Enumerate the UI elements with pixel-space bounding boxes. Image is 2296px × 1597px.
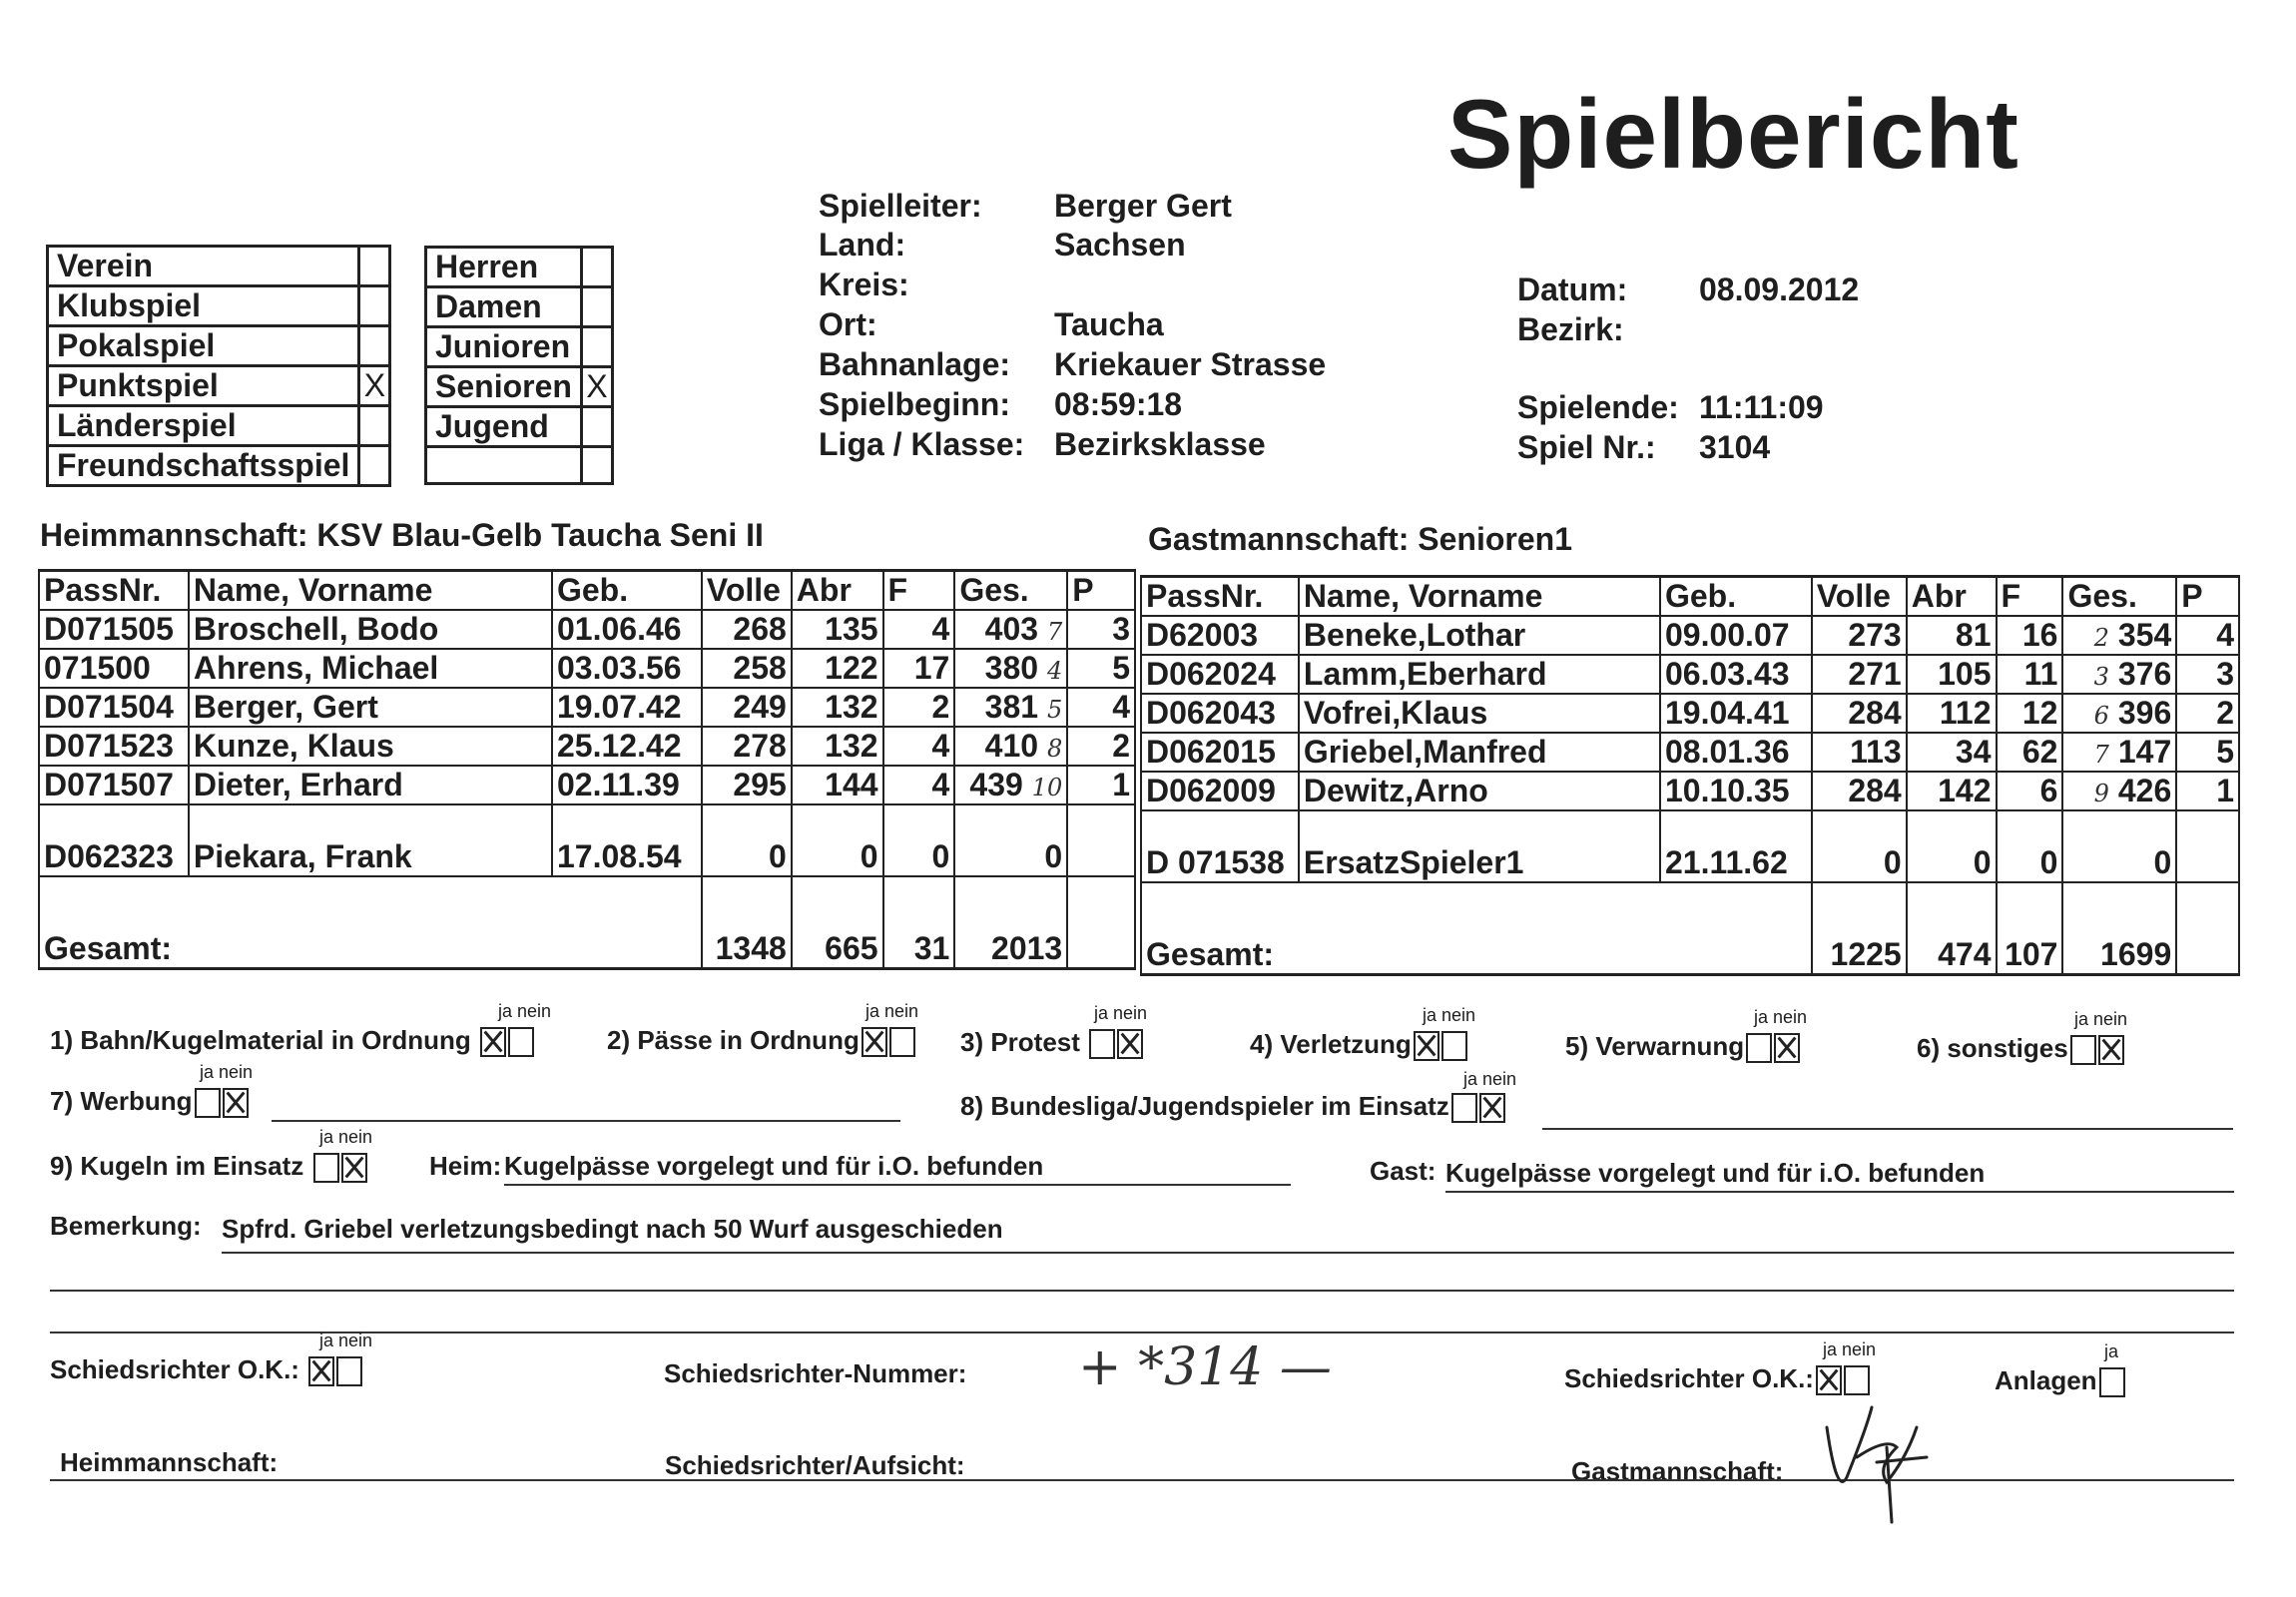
table-row [1141, 694, 2239, 733]
pass-number: D062043 [1141, 694, 1299, 733]
points: 5 [2176, 733, 2239, 772]
points: 3 [2176, 655, 2239, 694]
abr-score: 112 [1907, 694, 1997, 733]
fehler-count: 11 [1997, 655, 2063, 694]
pass-number: D 071538 [1141, 810, 1299, 882]
points [1067, 804, 1135, 876]
birth-date: 21.11.62 [1660, 810, 1812, 882]
category-label: Jugend [426, 407, 582, 447]
guest-team-label: Gastmannschaft: Senioren1 [1148, 521, 1572, 557]
q7-nein-checkbox[interactable] [223, 1088, 249, 1118]
total-abr: 474 [1907, 882, 1997, 975]
schiri-ok2-ja-nein-label: ja nein [1823, 1339, 1877, 1359]
total-score-value: 147 [2117, 734, 2172, 770]
match-type-label: Pokalspiel [48, 326, 359, 366]
birth-date: 19.04.41 [1660, 694, 1812, 733]
volle-score: 284 [1812, 772, 1907, 810]
birth-date: 25.12.42 [552, 727, 702, 766]
schiri-ok2-label: Schiedsrichter O.K.: [1564, 1363, 1870, 1395]
schiri-sign-label: Schiedsrichter/Aufsicht: [665, 1450, 965, 1480]
volle-score: 0 [702, 804, 792, 876]
spielende-value: 11:11:09 [1699, 389, 1824, 425]
volle-score: 113 [1812, 733, 1907, 772]
abr-score: 142 [1907, 772, 1997, 810]
q1-nein-checkbox[interactable] [508, 1027, 534, 1057]
pass-number: D071505 [39, 610, 189, 649]
total-label: Gesamt: [39, 876, 702, 969]
q8-ja-checkbox[interactable] [1451, 1093, 1477, 1123]
volle-score: 273 [1812, 616, 1907, 655]
q2-ja-nein-label: ja nein [865, 1001, 919, 1021]
handwritten-rank: 3 [2093, 663, 2109, 691]
points: 4 [2176, 616, 2239, 655]
points [2176, 810, 2239, 882]
volle-score: 295 [702, 766, 792, 804]
schiri-ok-label: Schiedsrichter O.K.: [50, 1354, 362, 1386]
q5-ja-nein-label: ja nein [1754, 1007, 1808, 1027]
q6-nein-checkbox[interactable] [2098, 1035, 2124, 1065]
liga-value: Bezirksklasse [1054, 426, 1266, 462]
total-volle: 1348 [702, 876, 792, 969]
spielende-label: Spielende: [1517, 389, 1679, 425]
player-name: Griebel,Manfred [1299, 733, 1660, 772]
heim-text: Kugelpässe vorgelegt und für i.O. befunden [504, 1151, 1291, 1186]
q1-label: 1) Bahn/Kugelmaterial in Ordnung [50, 1025, 534, 1057]
fehler-count: 12 [1997, 694, 2063, 733]
match-type-label: Punktspiel [48, 366, 359, 406]
column-header: Volle [1812, 577, 1907, 617]
column-header: Abr [1907, 577, 1997, 617]
schiri-ok-nein-checkbox[interactable] [336, 1356, 362, 1386]
q5-nein-checkbox[interactable] [1774, 1033, 1800, 1063]
signature-scribble-icon [1817, 1387, 1947, 1527]
q3-ja-nein-label: ja nein [1094, 1003, 1148, 1023]
total-points [2176, 882, 2239, 975]
q2-label: 2) Pässe in Ordnung [607, 1025, 915, 1057]
anlagen-ja-checkbox[interactable] [2099, 1367, 2125, 1397]
total-row [39, 876, 1135, 969]
match-type-row [48, 366, 390, 406]
player-name: Berger, Gert [189, 688, 552, 727]
bemerkung-label: Bemerkung: [50, 1211, 202, 1241]
q8-label: 8) Bundesliga/Jugendspieler im Einsatz [960, 1091, 1505, 1123]
match-type-label: Freundschaftsspiel [48, 446, 359, 486]
volle-score: 249 [702, 688, 792, 727]
ort-label: Ort: [819, 306, 877, 342]
column-header: Ges. [954, 571, 1067, 611]
table-row [39, 766, 1135, 804]
category-checkbox[interactable] [581, 447, 612, 484]
column-header: Ges. [2062, 577, 2176, 617]
abr-score: 135 [792, 610, 883, 649]
birth-date: 06.03.43 [1660, 655, 1812, 694]
volle-score: 0 [1812, 810, 1907, 882]
category-checkbox[interactable]: X [581, 367, 612, 407]
q7-ja-checkbox[interactable] [195, 1088, 221, 1118]
player-name: Kunze, Klaus [189, 727, 552, 766]
q8-ja-nein-label: ja nein [1463, 1069, 1517, 1089]
fehler-count: 17 [883, 649, 955, 688]
total-score: 0 [954, 804, 1067, 876]
total-score [954, 688, 1067, 727]
category-label: Damen [426, 287, 582, 327]
abr-score: 81 [1907, 616, 1997, 655]
bemerkung-line-1 [222, 1252, 2234, 1254]
bemerkung-line-2 [50, 1290, 2234, 1292]
match-type-row [48, 286, 390, 326]
column-header: PassNr. [39, 571, 189, 611]
player-name: Dewitz,Arno [1299, 772, 1660, 810]
player-name: Dieter, Erhard [189, 766, 552, 804]
q5-label: 5) Verwarnung [1565, 1031, 1800, 1063]
points: 3 [1067, 610, 1135, 649]
total-score-value: 403 [984, 611, 1039, 647]
points: 1 [2176, 772, 2239, 810]
total-ges: 1699 [2062, 882, 2176, 975]
guest-team-table [1140, 575, 2240, 976]
table-row [1141, 772, 2239, 810]
datum-value: 08.09.2012 [1699, 271, 1860, 307]
category-row [426, 407, 613, 447]
points: 1 [1067, 766, 1135, 804]
schiri-nummer-label: Schiedsrichter-Nummer: [664, 1358, 967, 1388]
fehler-count: 2 [883, 688, 955, 727]
q5-ja-checkbox[interactable] [1746, 1033, 1772, 1063]
total-score [954, 727, 1067, 766]
volle-score: 271 [1812, 655, 1907, 694]
player-name: Ahrens, Michael [189, 649, 552, 688]
fehler-count: 0 [1997, 810, 2063, 882]
substitute-row [1141, 810, 2239, 882]
column-header: F [1997, 577, 2063, 617]
bemerkung-line-3 [50, 1331, 2234, 1333]
volle-score: 278 [702, 727, 792, 766]
page-title: Spielbericht [1447, 79, 2019, 189]
fehler-count: 62 [1997, 733, 2063, 772]
total-fehler: 31 [883, 876, 955, 969]
abr-score: 0 [1907, 810, 1997, 882]
handwritten-rank: 2 [2093, 624, 2109, 652]
q7-ja-nein-label: ja nein [200, 1062, 254, 1082]
match-type-row [48, 247, 390, 286]
bezirk-label: Bezirk: [1517, 311, 1624, 347]
total-score [2062, 733, 2176, 772]
player-name: Broschell, Bodo [189, 610, 552, 649]
category-checkbox[interactable] [581, 248, 612, 287]
total-abr: 665 [792, 876, 883, 969]
datum-label: Datum: [1517, 271, 1628, 307]
q1-ja-nein-label: ja nein [498, 1001, 552, 1021]
table-row [39, 688, 1135, 727]
q4-nein-checkbox[interactable] [1441, 1031, 1467, 1061]
q9-ja-checkbox[interactable] [313, 1153, 339, 1183]
pass-number: D62003 [1141, 616, 1299, 655]
match-type-checkbox[interactable] [359, 446, 390, 486]
category-label [426, 447, 582, 484]
table-header-row [39, 571, 1135, 611]
points: 2 [1067, 727, 1135, 766]
points: 2 [2176, 694, 2239, 733]
total-score-value: 381 [984, 689, 1039, 725]
match-type-row [48, 406, 390, 446]
total-score [2062, 616, 2176, 655]
match-type-row [48, 446, 390, 486]
schiri-nummer-value: + *314 — [1078, 1337, 1332, 1397]
bahnanlage-label: Bahnanlage: [819, 346, 1011, 382]
total-score-value: 380 [984, 650, 1039, 686]
handwritten-rank: 4 [1046, 657, 1063, 685]
column-header: Abr [792, 571, 883, 611]
category-table [424, 246, 614, 485]
column-header: Name, Vorname [1299, 577, 1660, 617]
q3-ja-checkbox[interactable] [1089, 1029, 1115, 1059]
handwritten-rank: 10 [1031, 774, 1063, 801]
total-score [954, 610, 1067, 649]
match-type-label: Länderspiel [48, 406, 359, 446]
gast-sign-label: Gastmannschaft: [1571, 1456, 1784, 1486]
column-header: P [1067, 571, 1135, 611]
q6-ja-checkbox[interactable] [2070, 1035, 2096, 1065]
q2-nein-checkbox[interactable] [889, 1027, 915, 1057]
schiri-ok-ja-checkbox[interactable] [308, 1356, 334, 1386]
category-row [426, 248, 613, 287]
q4-ja-checkbox[interactable] [1414, 1031, 1439, 1061]
bahnanlage-value: Kriekauer Strasse [1054, 346, 1327, 382]
column-header: Volle [702, 571, 792, 611]
total-score-value: 410 [984, 728, 1039, 764]
spielbeginn-value: 08:59:18 [1054, 386, 1183, 422]
spielleiter-label: Spielleiter: [819, 188, 982, 224]
category-checkbox[interactable] [581, 407, 612, 447]
table-row [39, 649, 1135, 688]
gast-label: Gast: [1370, 1156, 1436, 1186]
anlagen-label: Anlagen [1995, 1365, 2125, 1397]
pass-number: D062024 [1141, 655, 1299, 694]
match-type-label: Verein [48, 247, 359, 286]
match-type-checkbox[interactable] [359, 286, 390, 326]
q9-ja-nein-label: ja nein [319, 1127, 373, 1147]
table-row [39, 610, 1135, 649]
category-checkbox[interactable] [581, 287, 612, 327]
birth-date: 08.01.36 [1660, 733, 1812, 772]
category-label: Senioren [426, 367, 582, 407]
category-label: Herren [426, 248, 582, 287]
table-row [1141, 733, 2239, 772]
heim-label: Heim: [429, 1151, 502, 1181]
player-name: ErsatzSpieler1 [1299, 810, 1660, 882]
pass-number: D071504 [39, 688, 189, 727]
pass-number: 071500 [39, 649, 189, 688]
q2-ja-checkbox[interactable] [861, 1027, 887, 1057]
volle-score: 268 [702, 610, 792, 649]
anlagen-ja-label: ja [2104, 1341, 2119, 1361]
total-score [2062, 772, 2176, 810]
fehler-count: 16 [1997, 616, 2063, 655]
pass-number: D071507 [39, 766, 189, 804]
birth-date: 10.10.35 [1660, 772, 1812, 810]
category-row [426, 367, 613, 407]
table-header-row [1141, 577, 2239, 617]
table-row [1141, 616, 2239, 655]
fehler-count: 4 [883, 766, 955, 804]
points: 5 [1067, 649, 1135, 688]
category-checkbox[interactable] [581, 327, 612, 367]
total-score: 0 [2062, 810, 2176, 882]
total-score [954, 649, 1067, 688]
total-ges: 2013 [954, 876, 1067, 969]
q9-nein-checkbox[interactable] [341, 1153, 367, 1183]
pass-number: D062015 [1141, 733, 1299, 772]
total-score-value: 354 [2117, 617, 2172, 653]
player-name: Vofrei,Klaus [1299, 694, 1660, 733]
ort-value: Taucha [1054, 306, 1164, 342]
gast-text: Kugelpässe vorgelegt und für i.O. befunden [1445, 1158, 2234, 1193]
total-score-value: 396 [2117, 695, 2172, 731]
abr-score: 122 [792, 649, 883, 688]
liga-label: Liga / Klasse: [819, 426, 1025, 462]
abr-score: 132 [792, 727, 883, 766]
total-fehler: 107 [1997, 882, 2063, 975]
abr-score: 34 [1907, 733, 1997, 772]
points: 4 [1067, 688, 1135, 727]
fehler-count: 0 [883, 804, 955, 876]
birth-date: 02.11.39 [552, 766, 702, 804]
total-score-value: 439 [969, 767, 1023, 802]
column-header: Geb. [552, 571, 702, 611]
column-header: Name, Vorname [189, 571, 552, 611]
q3-nein-checkbox[interactable] [1117, 1029, 1143, 1059]
total-score-value: 426 [2117, 773, 2172, 808]
q3-label: 3) Protest [960, 1027, 1143, 1059]
birth-date: 03.03.56 [552, 649, 702, 688]
volle-score: 258 [702, 649, 792, 688]
q6-label: 6) sonstiges [1917, 1033, 2124, 1065]
spielleiter-value: Berger Gert [1054, 188, 1232, 224]
spielnr-value: 3104 [1699, 429, 1771, 465]
total-score [2062, 694, 2176, 733]
bemerkung-text: Spfrd. Griebel verletzungsbedingt nach 50 Wurf ausgeschieden [222, 1214, 1003, 1244]
spielnr-label: Spiel Nr.: [1517, 429, 1656, 465]
abr-score: 105 [1907, 655, 1997, 694]
substitute-row [39, 804, 1135, 876]
birth-date: 17.08.54 [552, 804, 702, 876]
player-name: Beneke,Lothar [1299, 616, 1660, 655]
column-header: P [2176, 577, 2239, 617]
abr-score: 132 [792, 688, 883, 727]
home-team-label: Heimmannschaft: KSV Blau-Gelb Taucha Seni II [40, 517, 764, 553]
player-name: Lamm,Eberhard [1299, 655, 1660, 694]
birth-date: 19.07.42 [552, 688, 702, 727]
schiri-ok-ja-nein-label: ja nein [319, 1331, 373, 1350]
player-name: Piekara, Frank [189, 804, 552, 876]
total-volle: 1225 [1812, 882, 1907, 975]
total-score [954, 766, 1067, 804]
handwritten-rank: 7 [2093, 741, 2109, 769]
match-type-table [46, 245, 391, 487]
category-row [426, 287, 613, 327]
q9-label: 9) Kugeln im Einsatz [50, 1151, 367, 1183]
column-header: PassNr. [1141, 577, 1299, 617]
table-row [39, 727, 1135, 766]
category-label: Junioren [426, 327, 582, 367]
fehler-count: 6 [1997, 772, 2063, 810]
handwritten-rank: 8 [1046, 735, 1063, 763]
fehler-count: 4 [883, 727, 955, 766]
match-type-checkbox[interactable] [359, 247, 390, 286]
spielbeginn-label: Spielbeginn: [819, 386, 1010, 422]
total-score-value: 376 [2117, 656, 2172, 692]
handwritten-rank: 9 [2093, 780, 2109, 807]
handwritten-rank: 6 [2093, 702, 2109, 730]
category-row [426, 447, 613, 484]
total-score [2062, 655, 2176, 694]
match-type-checkbox[interactable]: X [359, 366, 390, 406]
kreis-label: Kreis: [819, 266, 909, 302]
q8-line [1542, 1128, 2233, 1130]
pass-number: D062009 [1141, 772, 1299, 810]
birth-date: 09.00.07 [1660, 616, 1812, 655]
abr-score: 144 [792, 766, 883, 804]
heim-sign-label: Heimmannschaft: [60, 1447, 279, 1477]
q7-line [272, 1120, 900, 1122]
q4-label: 4) Verletzung [1250, 1029, 1467, 1061]
match-type-row [48, 326, 390, 366]
total-points [1067, 876, 1135, 969]
match-type-checkbox[interactable] [359, 326, 390, 366]
q6-ja-nein-label: ja nein [2074, 1009, 2128, 1029]
volle-score: 284 [1812, 694, 1907, 733]
home-team-table [38, 569, 1136, 970]
q1-ja-checkbox[interactable] [480, 1027, 506, 1057]
match-type-label: Klubspiel [48, 286, 359, 326]
q7-label: 7) Werbung [50, 1086, 249, 1118]
birth-date: 01.06.46 [552, 610, 702, 649]
category-row [426, 327, 613, 367]
pass-number: D062323 [39, 804, 189, 876]
land-value: Sachsen [1054, 227, 1186, 263]
q8-nein-checkbox[interactable] [1479, 1093, 1505, 1123]
abr-score: 0 [792, 804, 883, 876]
column-header: F [883, 571, 955, 611]
total-row [1141, 882, 2239, 975]
match-type-checkbox[interactable] [359, 406, 390, 446]
total-label: Gesamt: [1141, 882, 1812, 975]
land-label: Land: [819, 227, 906, 263]
handwritten-rank: 5 [1046, 696, 1063, 724]
q4-ja-nein-label: ja nein [1423, 1005, 1476, 1025]
handwritten-rank: 7 [1046, 618, 1063, 646]
fehler-count: 4 [883, 610, 955, 649]
pass-number: D071523 [39, 727, 189, 766]
table-row [1141, 655, 2239, 694]
column-header: Geb. [1660, 577, 1812, 617]
